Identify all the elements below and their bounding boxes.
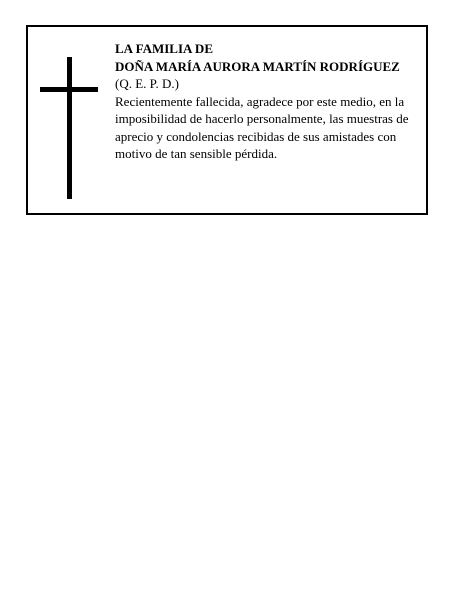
cross-horizontal-bar [40, 87, 98, 92]
cross-vertical-bar [67, 57, 72, 199]
cross-icon [40, 57, 98, 199]
notice-rip: (Q. E. P. D.) [115, 76, 179, 91]
notice-heading-name: DOÑA MARÍA AURORA MARTÍN RODRÍGUEZ [115, 58, 400, 74]
notice-heading-family: LA FAMILIA DE [115, 41, 213, 56]
notice-text [115, 40, 423, 163]
condolence-notice [26, 25, 428, 215]
notice-body: Recientemente fallecida, agradece por este medio, en la imposibilidad de hacerlo personalmente, las muestras de aprecio y condolencias recibidas de sus amistades con motivo de tan sensible pérdida. [115, 93, 409, 161]
